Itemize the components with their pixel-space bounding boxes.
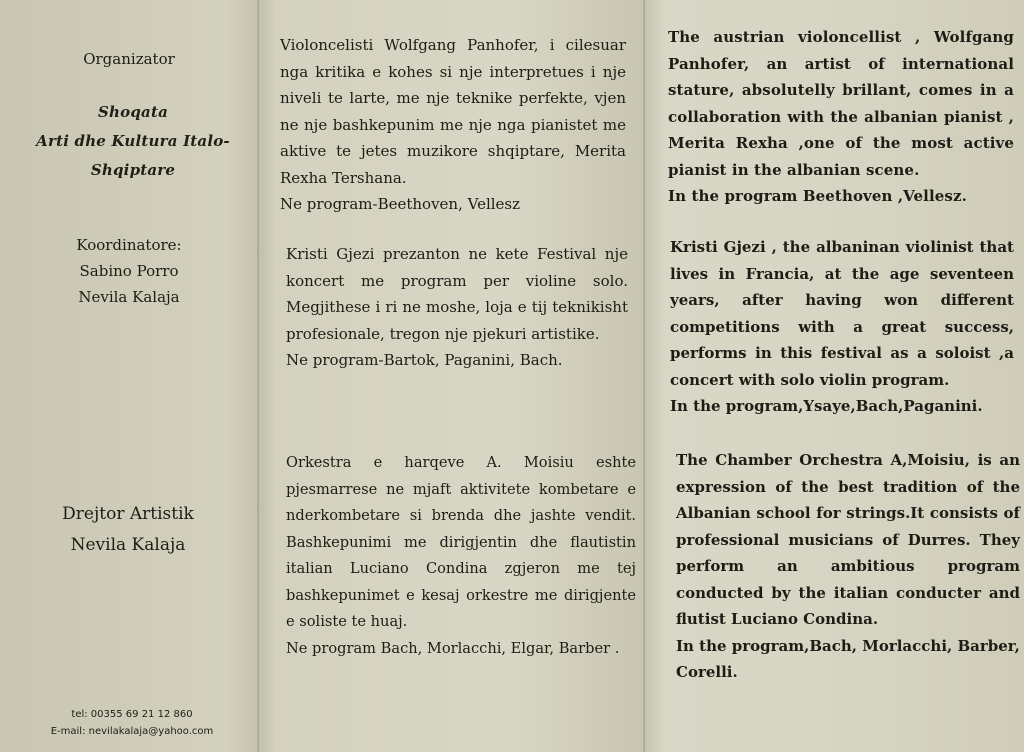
- block-text: Kristi Gjezi , the albaninan violinist that lives in Francia, at the age seventeen years, after having won different competitions with a great success, performs in this festival as a soloist ,a concert with solo violin program.: [670, 238, 1014, 389]
- block-program: In the program,Ysaye,Bach,Paganini.: [670, 397, 983, 415]
- english-block-gjezi: [670, 234, 1014, 420]
- organizer-name-line: Shoqata: [98, 103, 168, 121]
- block-text: The Chamber Orchestra A,Moisiu, is an expression of the best tradition of the Albanian school for strings.It consists of professional musicians of Durres. They perform an ambitious program conducted by the italian conducter and flutist Luciano Condina.: [676, 451, 1020, 628]
- albanian-block-gjezi: [286, 241, 628, 374]
- block-program: Ne program Bach, Morlacchi, Elgar, Barber .: [286, 639, 620, 657]
- block-program: In the program Beethoven ,Vellesz.: [668, 187, 967, 205]
- organizer-label: Organizator: [83, 50, 175, 68]
- block-text: Kristi Gjezi prezanton ne kete Festival nje koncert me program per violine solo. Megjithese i ri ne moshe, loja e tij teknikisht profesionale, tregon nje pjekuri artistike.: [286, 245, 628, 343]
- coordinators-label: Koordinatore:: [76, 236, 182, 254]
- english-block-orchestra: [676, 447, 1020, 686]
- director-name: Nevila Kalaja: [70, 535, 186, 555]
- english-panel: [648, 0, 1024, 752]
- organizer-name-line: Arti dhe Kultura Italo-: [36, 132, 230, 150]
- phone-number: tel: 00355 69 21 12 860: [71, 709, 193, 720]
- coordinator-name: Nevila Kalaja: [78, 288, 180, 306]
- info-panel: [0, 0, 258, 752]
- albanian-block-panhofer: [280, 32, 626, 218]
- coordinator-name: Sabino Porro: [79, 262, 179, 280]
- contact-info: [0, 706, 264, 740]
- organizer-name-line: Shqiptare: [90, 161, 176, 179]
- fold-line: [643, 0, 646, 752]
- albanian-block-orchestra: [286, 450, 636, 662]
- albanian-panel: [262, 0, 642, 752]
- email-address[interactable]: E-mail: nevilakalaja@yahoo.com: [50, 726, 214, 737]
- coordinators: [0, 232, 258, 310]
- block-program: Ne program-Bartok, Paganini, Bach.: [286, 351, 563, 369]
- block-program: In the program,Bach, Morlacchi, Barber, Corelli.: [676, 636, 1020, 681]
- english-block-panhofer: [668, 24, 1014, 210]
- block-text: The austrian violoncellist , Wolfgang Panhofer, an artist of international stature, absolutelly brillant, comes in a collaboration with the albanian pianist , Merita Rexha ,one of the most active pianist in the albanian scene.: [668, 28, 1014, 179]
- block-text: Violoncelisti Wolfgang Panhofer, i cilesuar nga kritika e kohes si nje interpretues i nje niveli te larte, me nje teknike perfekte, vjen ne nje bashkepunim me nje nga pianistet me aktive te jetes muzikore shqiptare, Merita Rexha Tershana.: [280, 36, 626, 187]
- director-label: Drejtor Artistik: [62, 504, 194, 524]
- organizer-name: [8, 98, 258, 185]
- artistic-director: [0, 499, 256, 561]
- block-program: Ne program-Beethoven, Vellesz: [280, 195, 521, 213]
- block-text: Orkestra e harqeve A. Moisiu eshte pjesmarrese ne mjaft aktivitete kombetare e nderkombetare si brenda dhe jashte vendit. Bashkepunimi me dirigjentin dhe flautistin italian Luciano Condina zgjeron me tej bashkepunimet e kesaj orkestre me dirigjente e soliste te huaj.: [286, 454, 636, 630]
